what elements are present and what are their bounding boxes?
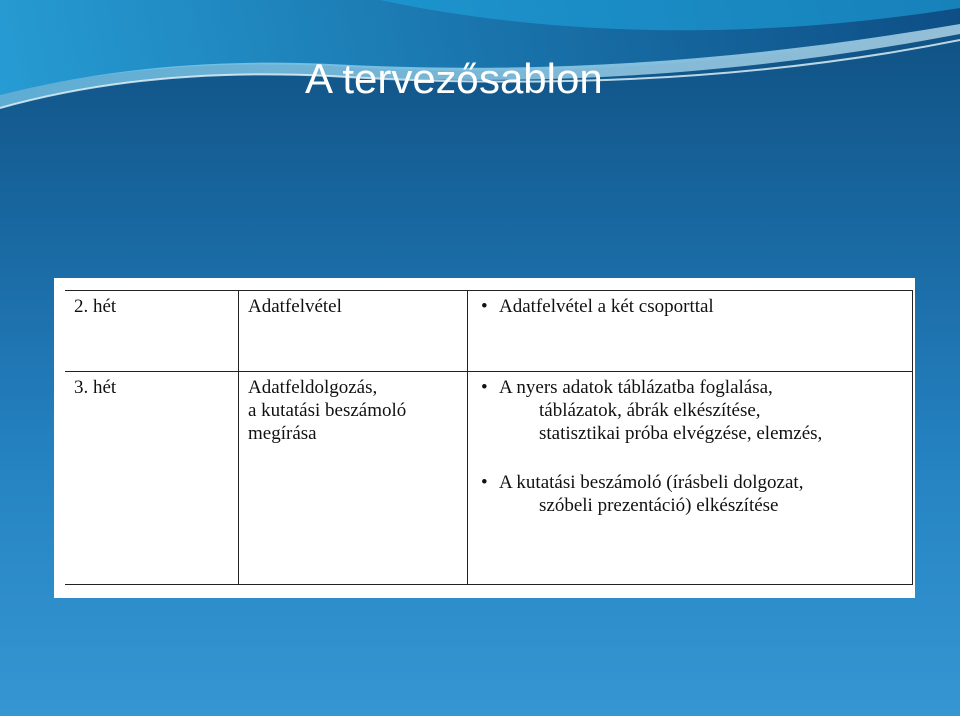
details-list bbox=[477, 376, 903, 517]
table-row bbox=[65, 291, 913, 372]
list-item: • A nyers adatok táblázatba foglalása, táblázatok, ábrák elkészítése, statisztikai próba elvégzése, elemzés, bbox=[481, 377, 823, 444]
bullet-icon: • bbox=[481, 472, 488, 493]
week-cell: 3. hét bbox=[65, 372, 239, 585]
bullet-icon: • bbox=[481, 377, 488, 398]
document-image bbox=[54, 278, 915, 598]
details-list bbox=[477, 295, 903, 318]
table-row bbox=[65, 372, 913, 585]
list-item: • A kutatási beszámoló (írásbeli dolgozat, szóbeli prezentáció) elkészítése bbox=[481, 472, 804, 516]
task-cell: Adatfeldolgozás, a kutatási beszámoló megírása bbox=[239, 372, 468, 585]
bullet-icon: • bbox=[481, 296, 488, 317]
planning-table bbox=[65, 290, 913, 585]
list-item: • Adatfelvétel a két csoporttal bbox=[481, 296, 714, 317]
slide-title: A tervezősablon bbox=[305, 55, 603, 102]
details-cell bbox=[468, 291, 913, 372]
task-cell: Adatfelvétel bbox=[239, 291, 468, 372]
week-cell: 2. hét bbox=[65, 291, 239, 372]
details-cell bbox=[468, 372, 913, 585]
